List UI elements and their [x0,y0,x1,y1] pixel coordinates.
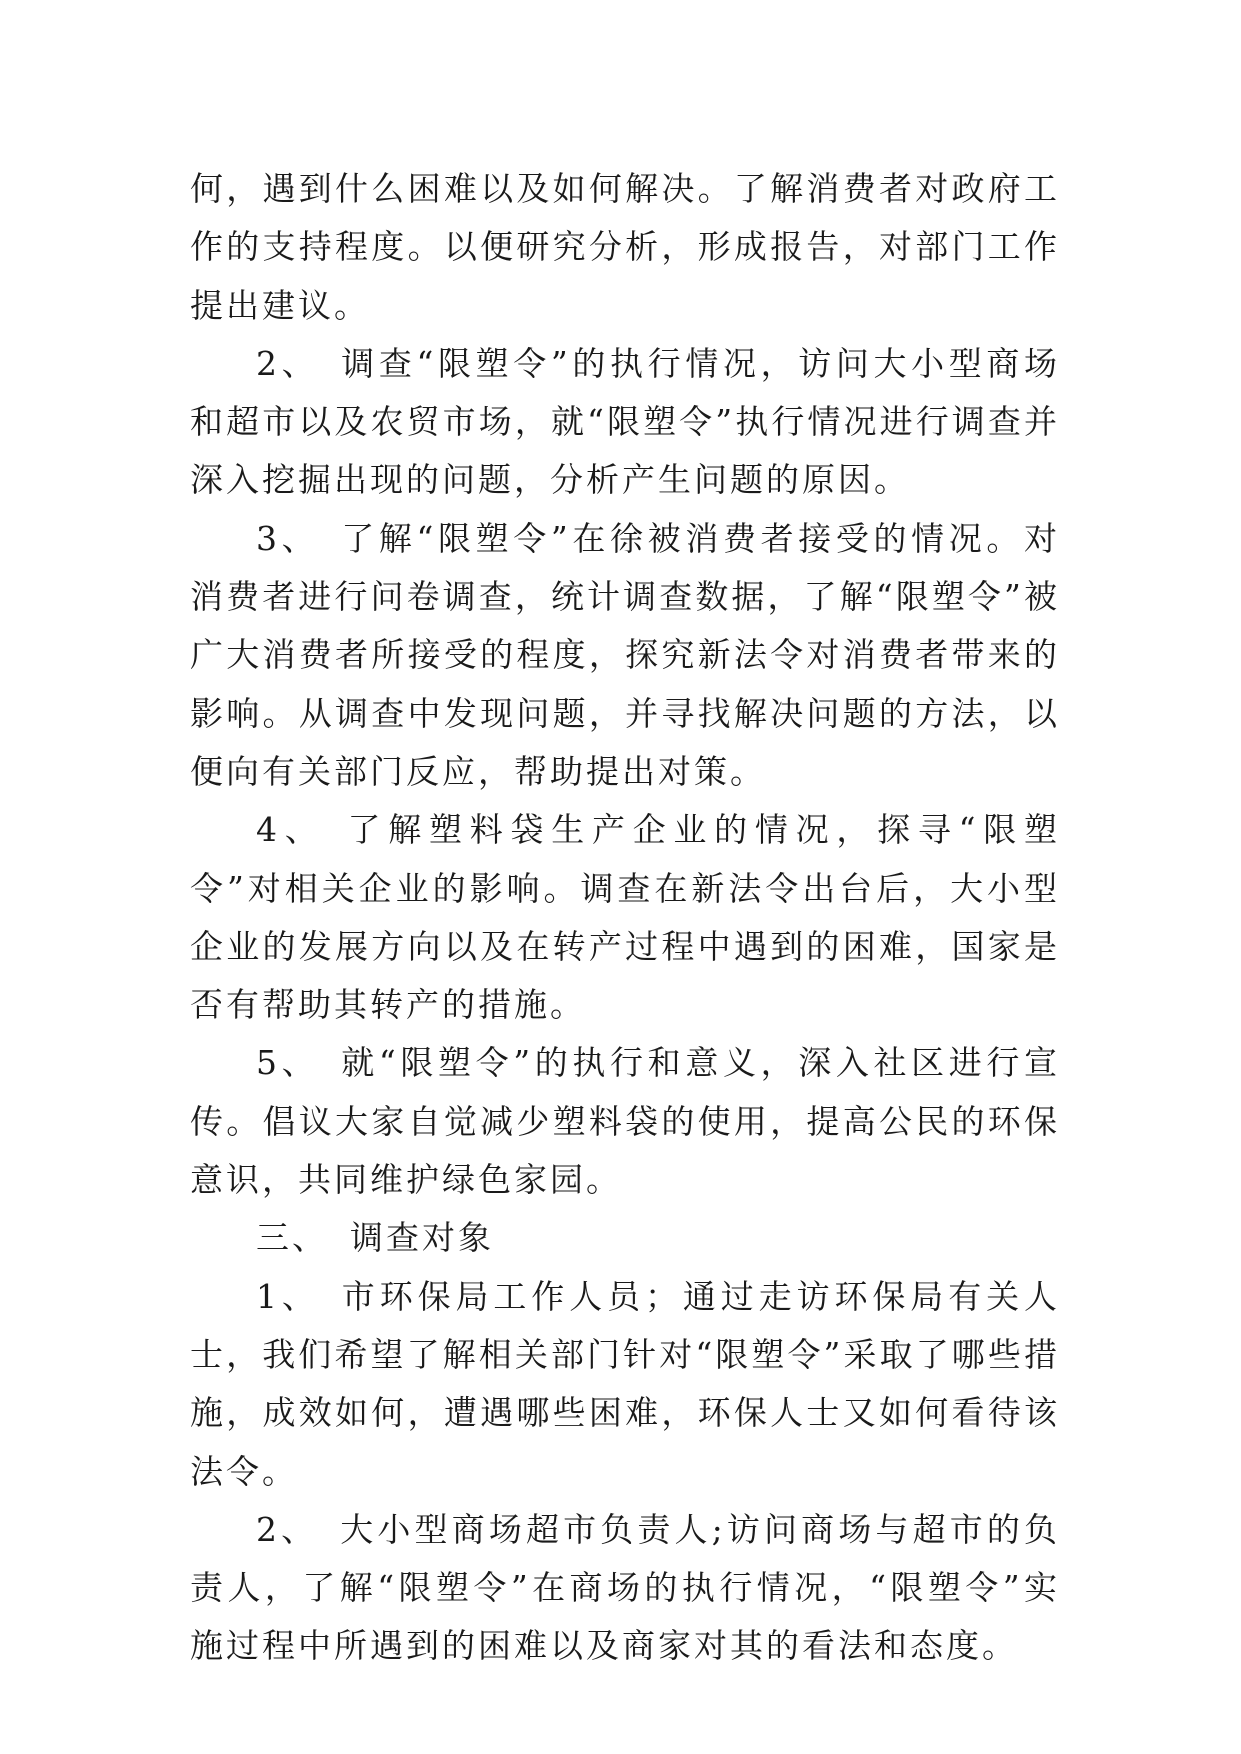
item-number: 2、 [256,1509,319,1549]
paragraph-item-4 [190,801,1060,1034]
paragraph-text: 调查“限塑令”的执行情况，访问大小型商场和超市以及农贸市场，就“限塑令”执行情况进行调查并深入挖掘出现的问题，分析产生问题的原因。 [190,343,1060,500]
paragraph-text: 大小型商场超市负责人;访问商场与超市的负责人，了解“限塑令”在商场的执行情况，“限塑令”实施过程中所遇到的困难以及商家对其的看法和态度。 [190,1509,1061,1666]
paragraph-subject-2 [190,1501,1060,1676]
item-number: 3、 [256,518,320,558]
item-number: 2、 [256,343,320,383]
section-number: 三、 [256,1218,328,1258]
paragraph-text: 何，遇到什么困难以及如何解决。了解消费者对政府工作的支持程度。以便研究分析，形成报告，对部门工作提出建议。 [190,169,1060,325]
paragraph-subject-1 [190,1268,1060,1501]
section-heading [190,1209,1060,1267]
paragraph-text: 市环保局工作人员；通过走访环保局有关人士，我们希望了解相关部门针对“限塑令”采取了哪些措施，成效如何，遭遇哪些困难，环保人士又如何看待该法令。 [190,1276,1060,1491]
document-body [190,160,1060,1676]
paragraph-continuation [190,160,1060,335]
paragraph-item-5 [190,1034,1060,1209]
paragraph-text: 了解“限塑令”在徐被消费者接受的情况。对消费者进行问卷调查，统计调查数据，了解“限塑令”被广大消费者所接受的程度，探究新法令对消费者带来的影响。从调查中发现问题，并寻找解决问题的方法，以便向有关部门反应，帮助提出对策。 [190,518,1060,791]
item-number: 4、 [256,810,326,850]
paragraph-item-3 [190,510,1060,801]
section-title: 调查对象 [350,1218,494,1258]
item-number: 5、 [256,1043,320,1083]
item-number: 1、 [256,1276,320,1316]
paragraph-text: 就“限塑令”的执行和意义，深入社区进行宣传。倡议大家自觉减少塑料袋的使用，提高公民的环保意识，共同维护绿色家园。 [190,1043,1060,1200]
paragraph-item-2 [190,335,1060,510]
paragraph-text: 了解塑料袋生产企业的情况，探寻“限塑令”对相关企业的影响。调查在新法令出台后，大小型企业的发展方向以及在转产过程中遇到的困难，国家是否有帮助其转产的措施。 [190,810,1060,1025]
